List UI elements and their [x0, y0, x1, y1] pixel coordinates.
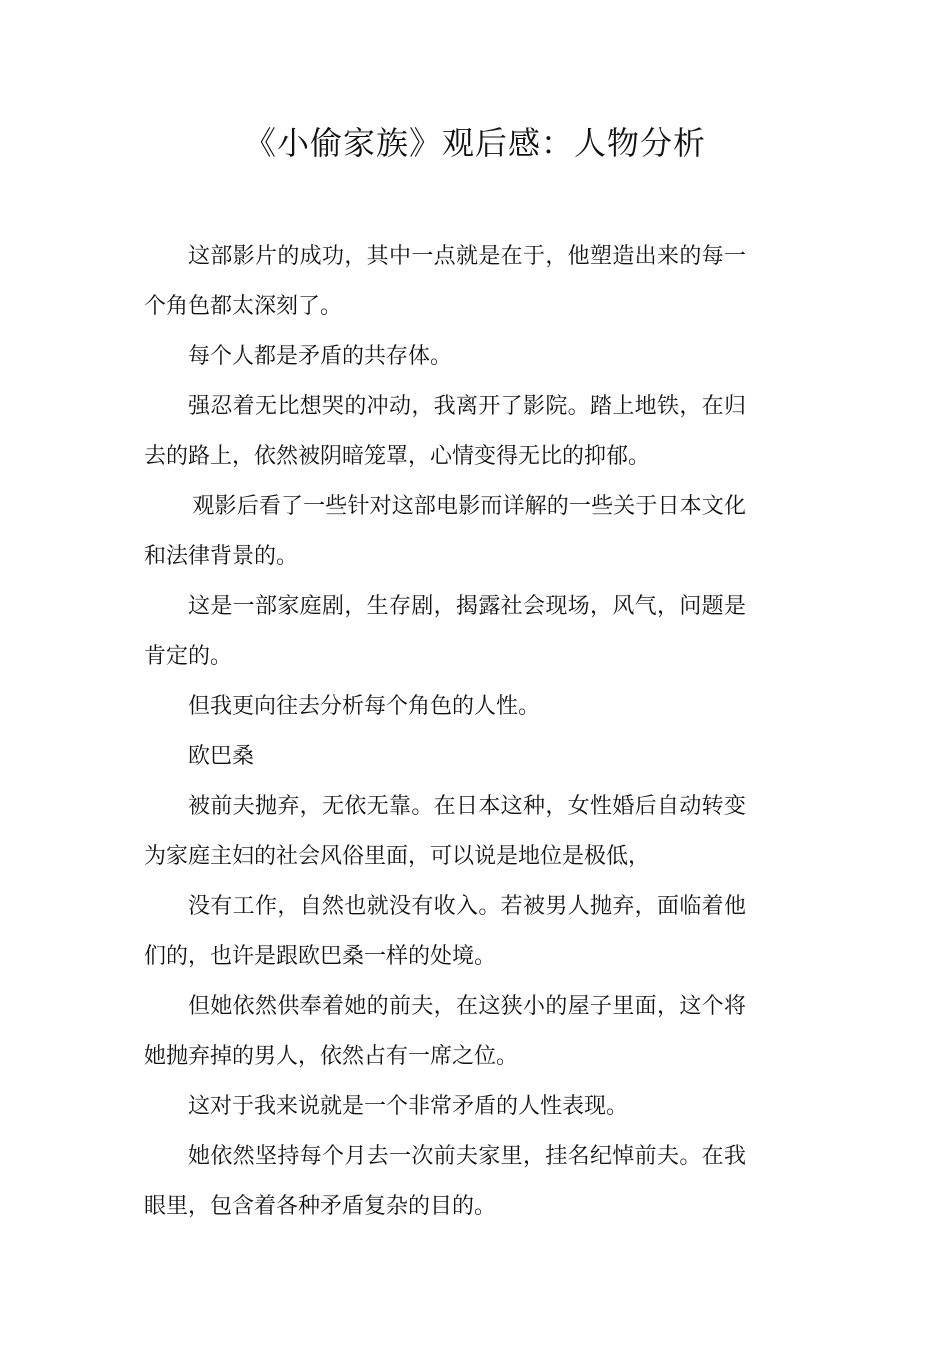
paragraph: 这部影片的成功，其中一点就是在于，他塑造出来的每一个角色都太深刻了。	[144, 244, 746, 319]
paragraph: 但我更向往去分析每个角色的人性。	[188, 694, 541, 719]
section-heading: 欧巴桑	[188, 744, 255, 769]
paragraph: 没有工作，自然也就没有收入。若被男人抛弃，面临着他们的，也许是跟欧巴桑一样的处境。	[144, 894, 746, 969]
paragraph: 强忍着无比想哭的冲动，我离开了影院。踏上地铁，在归去的路上，依然被阴暗笼罩，心情变得无比的抑郁。	[144, 394, 746, 469]
paragraph: 这是一部家庭剧，生存剧，揭露社会现场，风气，问题是肯定的。	[144, 594, 746, 669]
paragraph: 这对于我来说就是一个非常矛盾的人性表现。	[188, 1094, 629, 1119]
paragraph: 观影后看了一些针对这部电影而详解的一些关于日本文化和法律背景的。	[144, 494, 746, 569]
document-title: 《小偷家族》观后感：人物分析	[243, 124, 706, 162]
paragraph: 但她依然供奉着她的前夫，在这狭小的屋子里面，这个将她抛弃掉的男人，依然占有一席之位。	[144, 994, 746, 1069]
document-body	[144, 232, 746, 1232]
paragraph: 被前夫抛弃，无依无靠。在日本这种，女性婚后自动转变为家庭主妇的社会风俗里面，可以说是地位是极低，	[144, 794, 746, 869]
paragraph: 她依然坚持每个月去一次前夫家里，挂名纪悼前夫。在我眼里，包含着各种矛盾复杂的目的。	[144, 1144, 746, 1219]
paragraph: 每个人都是矛盾的共存体。	[188, 344, 453, 369]
